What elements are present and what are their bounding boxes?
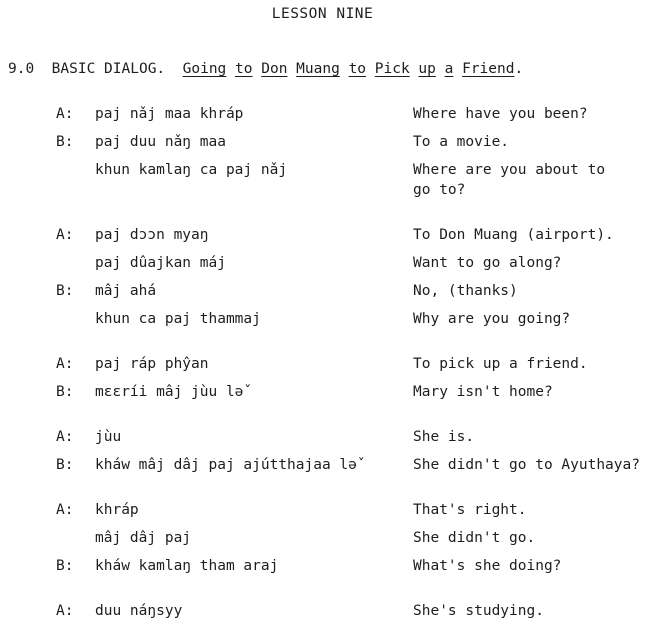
speaker-label: B: <box>56 134 74 150</box>
speaker-label: A: <box>56 227 74 243</box>
speaker-label: B: <box>56 384 74 400</box>
section-title-word: Going <box>182 61 227 77</box>
speaker-label: A: <box>56 356 74 372</box>
lesson-title: LESSON NINE <box>271 6 374 22</box>
english-translation: No, (thanks) <box>413 283 518 299</box>
thai-transcription: paj duu nǎŋ maa <box>95 134 226 150</box>
thai-transcription: duu náŋsyy <box>95 603 183 619</box>
thai-transcription: jùu <box>95 429 122 445</box>
english-translation: What's she doing? <box>413 558 562 574</box>
speaker-label: A: <box>56 106 74 122</box>
english-translation: She didn't go to Ayuthaya? <box>413 457 640 473</box>
section-heading <box>8 61 523 77</box>
thai-transcription: paj dɔɔn myaŋ <box>95 227 209 243</box>
thai-transcription: paj dûajkan máj <box>95 255 226 271</box>
english-translation: That's right. <box>413 502 527 518</box>
thai-transcription: paj ráp phŷan <box>95 356 209 372</box>
section-title-word: Don <box>261 61 288 77</box>
english-translation-continued: go to? <box>413 182 466 198</box>
thai-transcription: mâj ahá <box>95 283 157 299</box>
section-title-word: up <box>418 61 436 77</box>
section-title-end: . <box>514 61 524 77</box>
section-title-word: Muang <box>296 61 340 77</box>
english-translation: She didn't go. <box>413 530 536 546</box>
speaker-label: A: <box>56 502 74 518</box>
section-number: 9.0 <box>8 61 35 77</box>
speaker-label: A: <box>56 429 74 445</box>
section-title-word: to <box>235 61 253 77</box>
thai-transcription: khun ca paj thammaj <box>95 311 261 327</box>
thai-transcription: mɛɛríi mâj jùu lǝ̌ <box>95 384 244 400</box>
thai-transcription: kháw mâj dâj paj ajútthajaa lǝ̌ <box>95 457 357 473</box>
thai-transcription: kháw kamlaŋ tham araj <box>95 558 279 574</box>
section-title-word: to <box>348 61 367 77</box>
speaker-label: B: <box>56 558 74 574</box>
english-translation: Why are you going? <box>413 311 571 327</box>
section-title-word: a <box>444 61 454 77</box>
english-translation: Mary isn't home? <box>413 384 553 400</box>
speaker-label: B: <box>56 457 74 473</box>
section-title-word: Pick <box>374 61 410 77</box>
section-label: BASIC DIALOG. <box>51 61 166 77</box>
thai-transcription: mâj dâj paj <box>95 530 192 546</box>
english-translation: To pick up a friend. <box>413 356 588 372</box>
speaker-label: B: <box>56 283 74 299</box>
speaker-label: A: <box>56 603 74 619</box>
english-translation: Want to go along? <box>413 255 562 271</box>
english-translation: To Don Muang (airport). <box>413 227 614 243</box>
english-translation: She's studying. <box>413 603 544 619</box>
section-title-word: Friend <box>462 61 515 77</box>
thai-transcription: khun kamlaŋ ca paj nǎj <box>95 162 288 178</box>
thai-transcription: paj nǎj maa khráp <box>95 106 244 122</box>
english-translation: She is. <box>413 429 475 445</box>
english-translation: Where have you been? <box>413 106 588 122</box>
english-translation: Where are you about to <box>413 162 606 178</box>
thai-transcription: khráp <box>95 502 139 518</box>
english-translation: To a movie. <box>413 134 510 150</box>
